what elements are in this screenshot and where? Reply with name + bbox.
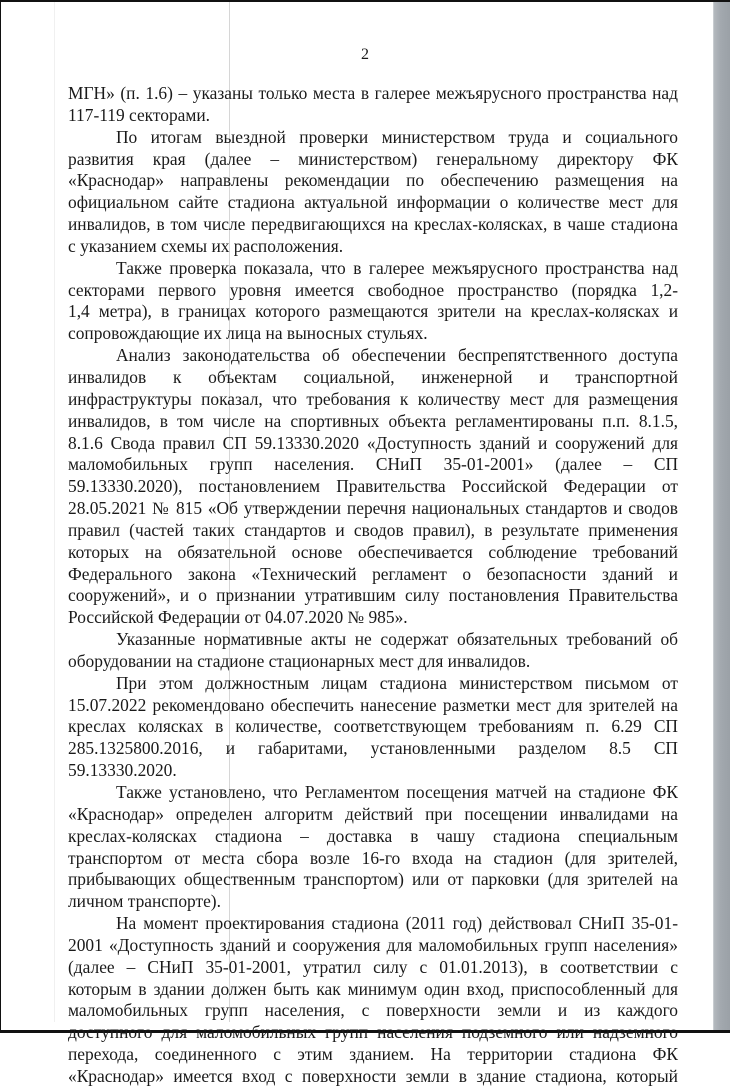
paragraph-line: Также проверка показала, что в галерее межъярусного пространства над <box>116 257 678 278</box>
paragraph-line: креслах колясках в количестве, соответствующем требованиям п. 6.29 СП <box>68 716 678 737</box>
paragraph-line: Федерального закона «Технический регламент о безопасности зданий и <box>68 563 678 584</box>
paragraph-line: «Краснодар» направлены рекомендации по обеспечению размещения на <box>68 170 678 191</box>
paragraph-line: На момент проектирования стадиона (2011 год) действовал СНиП 35-01- <box>116 913 678 934</box>
paragraph-line: маломобильных групп населения, с поверхности земли и из каждого <box>68 1000 678 1021</box>
paragraph-line: оборудовании на стадионе стационарных мест для инвалидов. <box>68 650 531 671</box>
paragraph-line: маломобильных групп населения. СНиП 35-01-2001» (далее – СП <box>68 454 678 475</box>
vertical-scrollbar[interactable] <box>713 2 730 1030</box>
paragraph-line: (далее – СНиП 35-01-2001, утратил силу с 01.01.2013), в соответствии с <box>68 956 678 977</box>
paragraph-line: которым в здании должен быть как минимум один вход, приспособленный для <box>68 978 678 999</box>
paragraph-line: секторами первого уровня имеется свободное пространство (порядка 1,2- <box>68 279 678 300</box>
paragraph <box>68 127 678 258</box>
paragraph-line: креслах-колясках стадиона – доставка в чашу стадиона специальным <box>68 825 678 846</box>
paragraph <box>68 629 678 673</box>
document-body <box>68 83 678 1088</box>
paragraph-line: сопровождающие их лица на выносных стульях. <box>68 323 428 344</box>
paragraph-line: МГН» (п. 1.6) – указаны только места в галерее межъярусного пространства над <box>68 83 678 103</box>
paragraph-line: инвалидов, в том числе на спортивных объекта регламентированы п.п. 8.1.5, <box>68 410 678 431</box>
paragraph-line: Указанные нормативные акты не содержат обязательных требований об <box>116 629 678 650</box>
paragraph-line: По итогам выездной проверки министерством труда и социального <box>116 126 678 147</box>
paragraph-line: которых на обязательной основе обеспечивается соблюдение требований <box>68 541 678 562</box>
paragraph-line: инвалидов к объектам социальной, инженерной и транспортной <box>68 366 678 387</box>
paragraph-line: «Краснодар» определен алгоритм действий при посещении инвалидами на <box>68 803 678 824</box>
paragraph-line: личном транспорте). <box>68 891 221 912</box>
paragraph-line: прибывающих общественным транспортом) или от парковки (для зрителей на <box>68 869 678 890</box>
paragraph <box>68 782 678 913</box>
paragraph-line: 8.1.6 Свода правил СП 59.13330.2020 «Доступность зданий и сооружений для <box>68 432 678 453</box>
paragraph-line: развития края (далее – министерством) генеральному директору ФК <box>68 148 678 169</box>
paragraph-line: инвалидов, в том числе передвигающихся на креслах-колясках, в чаше стадиона <box>68 214 678 235</box>
paragraph-line: 59.13330.2020. <box>68 760 177 781</box>
paragraph <box>68 258 678 345</box>
paragraph <box>68 83 678 127</box>
page-number: 2 <box>361 46 369 63</box>
paragraph-line: 2001 «Доступность зданий и сооружения для маломобильных групп населения» <box>68 934 678 955</box>
paragraph-line: «Краснодар» имеется вход с поверхности земли в здание стадиона, который <box>68 1065 678 1086</box>
paragraph-line: 285.1325800.2016, и габаритами, установленными разделом 8.5 СП <box>68 738 678 759</box>
paragraph-line: 59.13330.2020), постановлением Правительства Российской Федерации от <box>68 476 678 497</box>
paragraph-line: правил (частей таких стандартов и сводов правил), в результате применения <box>68 519 678 540</box>
paragraph <box>68 345 678 629</box>
paragraph-line: При этом должностным лицам стадиона министерством письмом от <box>116 672 678 693</box>
margin-guide-left <box>54 2 55 1022</box>
paragraph-line: Российской Федерации от 04.07.2020 № 985». <box>68 607 408 628</box>
paragraph <box>68 913 678 1088</box>
paragraph-line: инфраструктуры показал, что требования к количеству мест для размещения <box>68 388 678 409</box>
paragraph-line: официальном сайте стадиона актуальной информации о количестве мест для <box>68 192 678 213</box>
paragraph-line: Также установлено, что Регламентом посещения матчей на стадионе ФК <box>116 782 678 802</box>
frame-top-border <box>0 0 730 2</box>
paragraph-line: доступного для маломобильных групп населения подземного или надземного <box>68 1022 678 1043</box>
paragraph-line: сооружений», и о признании утратившим силу постановления Правительства <box>68 585 678 606</box>
paragraph-line: транспортом от места сбора возле 16-го входа на стадион (для зрителей, <box>68 847 678 868</box>
paragraph-line: 28.05.2021 № 815 «Об утверждении перечня национальных стандартов и сводов <box>68 498 678 519</box>
paragraph-line: 117-119 секторами. <box>68 104 211 125</box>
paragraph-line: перехода, соединенного с этим зданием. На территории стадиона ФК <box>68 1044 678 1065</box>
paragraph <box>68 673 678 782</box>
paragraph-line: 15.07.2022 рекомендовано обеспечить нанесение разметки мест для зрителей на <box>68 694 678 715</box>
paragraph-line: Анализ законодательства об обеспечении беспрепятственного доступа <box>116 345 678 366</box>
paragraph-line: с указанием схемы их расположения. <box>68 235 344 256</box>
paragraph-line: 1,4 метра), в границах которого размещаются зрители на креслах-колясках и <box>68 301 678 322</box>
